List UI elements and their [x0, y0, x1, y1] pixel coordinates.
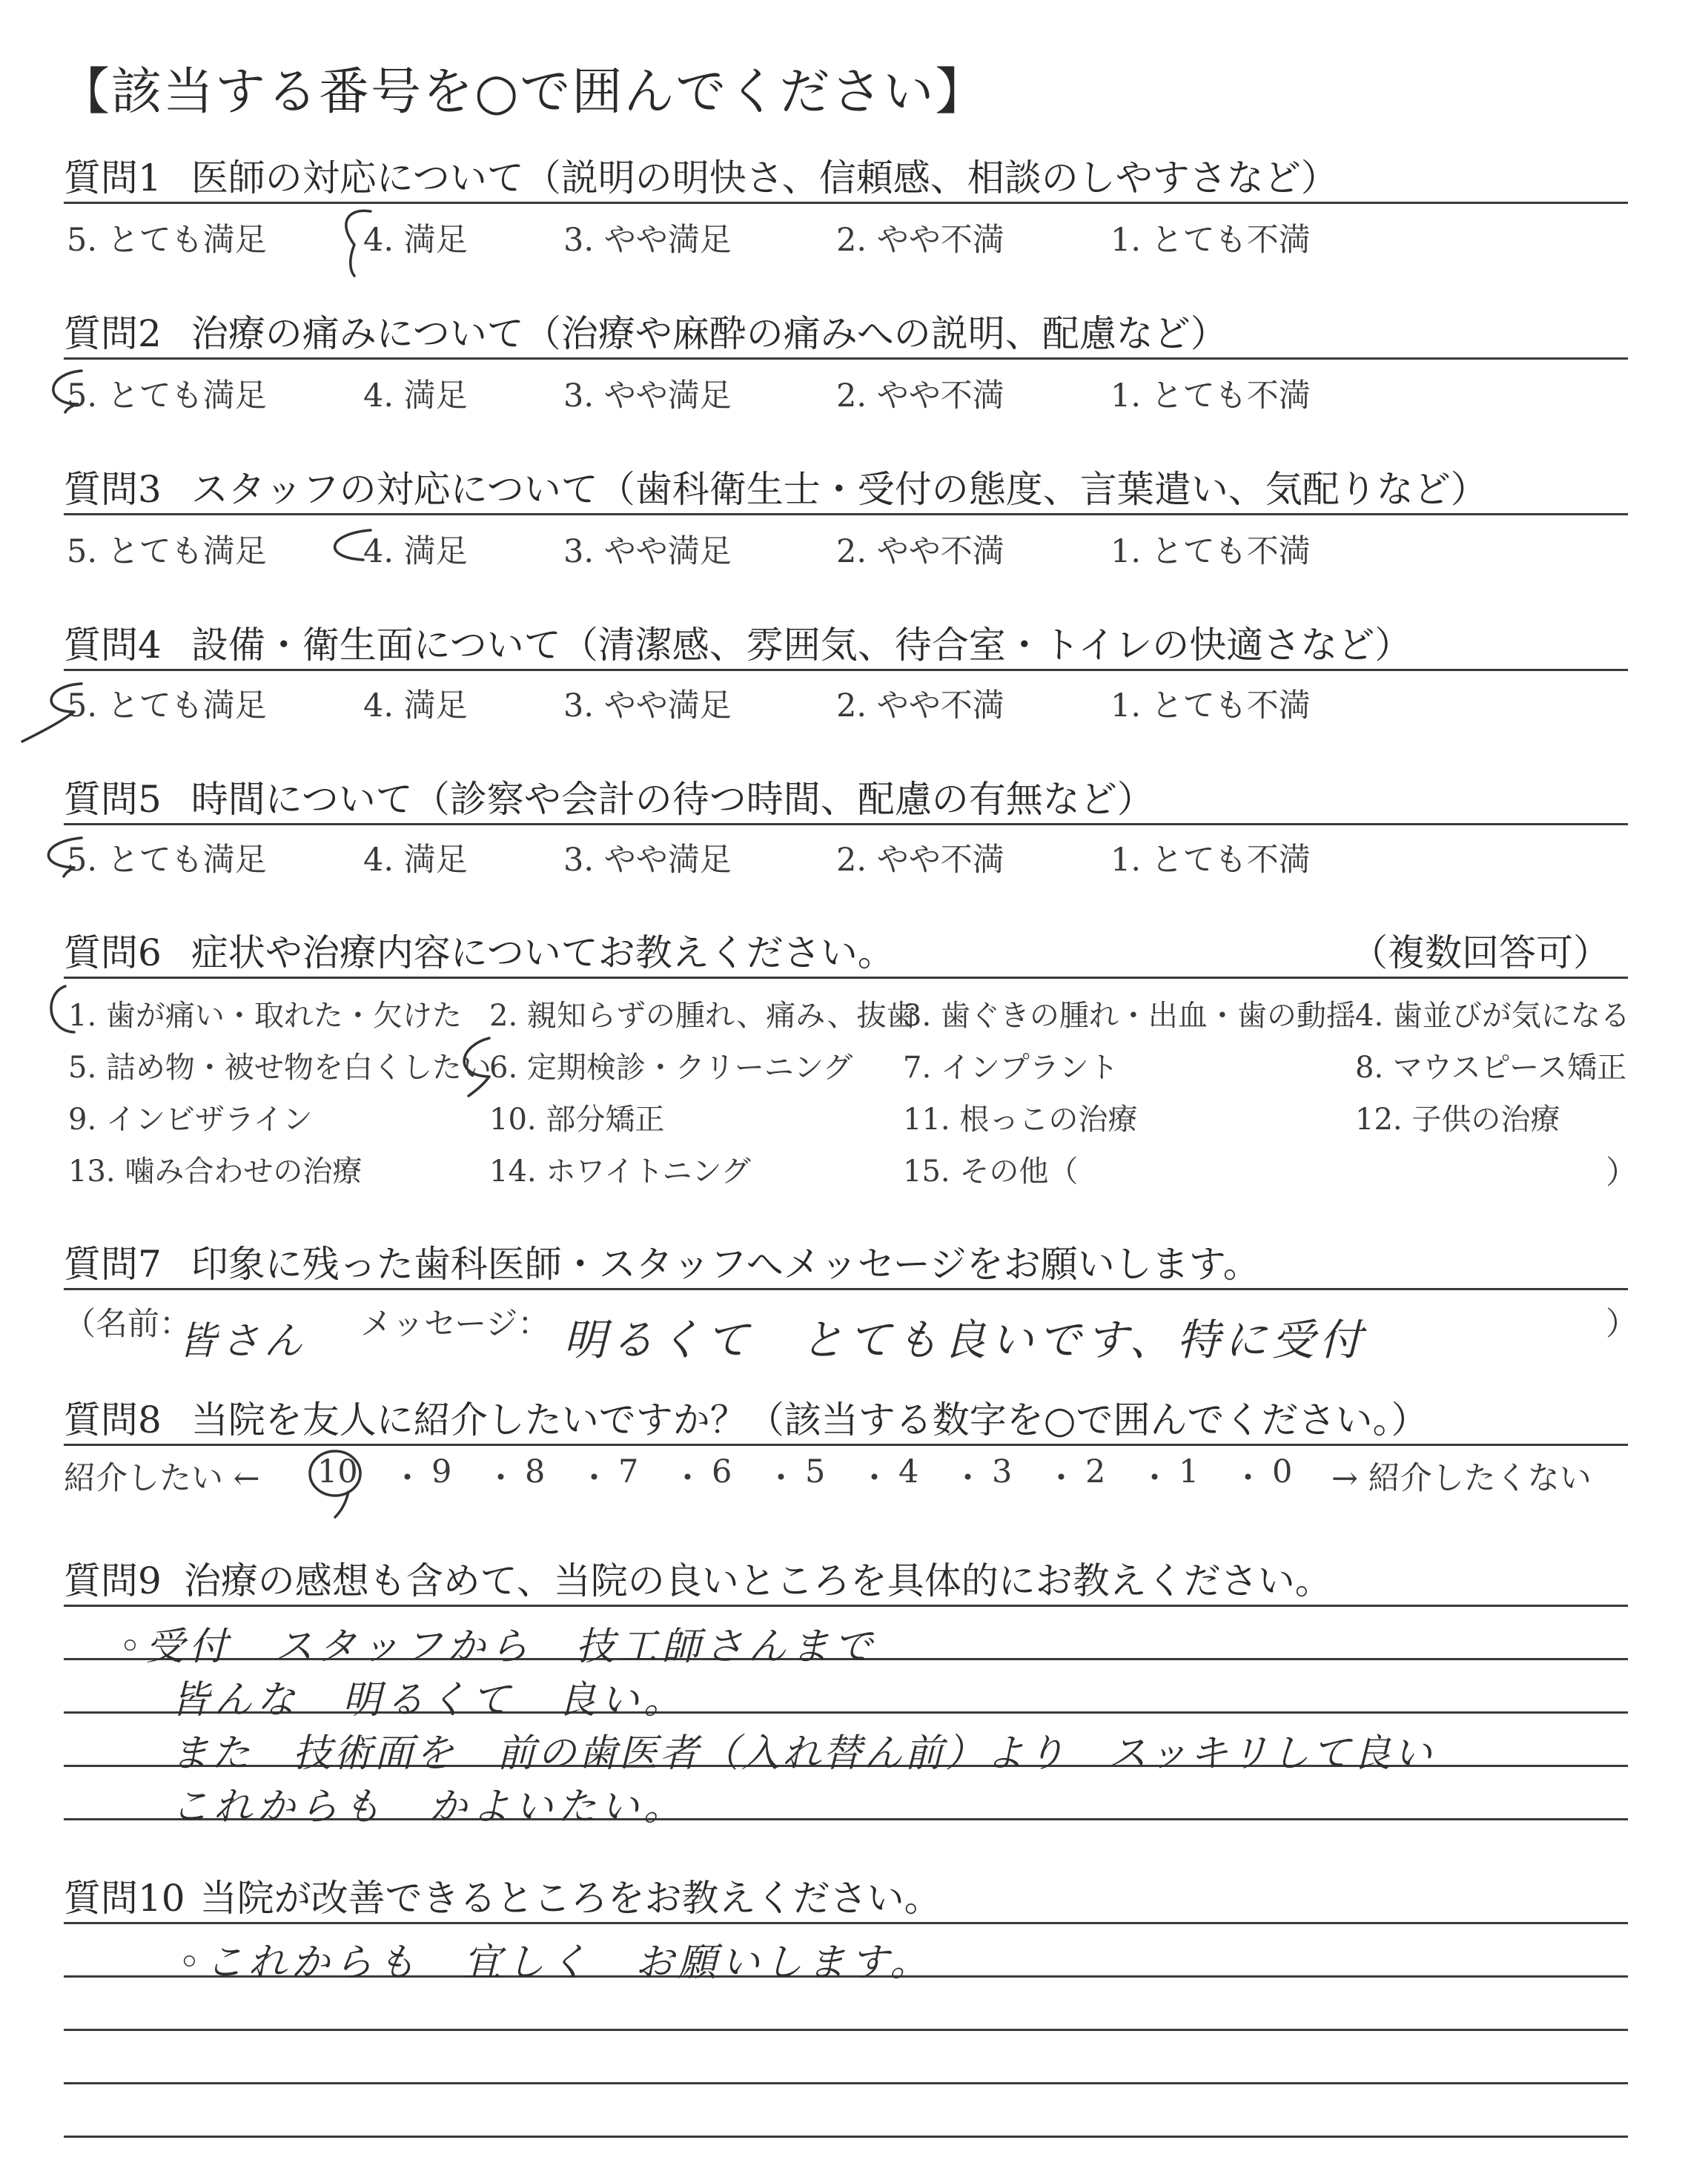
q1-option-4[interactable]: 4. 満足 [363, 222, 468, 259]
q7-message-label: メッセージ： [360, 1306, 550, 1343]
q8-circle-tail [335, 1492, 348, 1517]
q9-label: 質問9 [64, 1559, 162, 1602]
q5-underline [64, 823, 1628, 825]
q9-answer-line-2[interactable]: 皆んな 明るくて 良い。 [171, 1678, 687, 1723]
q4-option-5[interactable]: 5. とても満足 [67, 687, 267, 724]
q1-underline [64, 202, 1628, 204]
q6-label: 質問6 [64, 931, 162, 974]
q8-dot: ・ [672, 1460, 704, 1497]
q6-header [64, 923, 895, 977]
q1-text: 医師の対応について（説明の明快さ、信頼感、相談のしやすさなど） [191, 156, 1338, 199]
q2-option-2[interactable]: 2. やや不満 [836, 377, 1004, 415]
q5-header [64, 770, 1154, 823]
q2-text: 治療の痛みについて（治療や麻酔の痛みへの説明、配慮など） [191, 312, 1228, 355]
q3-text: スタッフの対応について（歯科衛生士・受付の態度、言葉遣い、気配りなど） [191, 468, 1488, 511]
q9-text: 治療の感想も含めて、当院の良いところを具体的にお教えください。 [183, 1559, 1332, 1602]
q6-option-11[interactable]: 11. 根っこの治療 [903, 1103, 1138, 1137]
q8-score-6[interactable]: 6 [712, 1453, 732, 1490]
q7-message-value[interactable]: 明るくて とても良いです、特に受付 [563, 1315, 1367, 1365]
q5-text: 時間について（診察や会計の待つ時間、配慮の有無など） [191, 778, 1154, 821]
q8-dot: ・ [1139, 1460, 1171, 1497]
q5-option-3[interactable]: 3. やや満足 [563, 842, 732, 879]
q3-header [64, 460, 1488, 513]
q1-option-1[interactable]: 1. とても不満 [1110, 222, 1311, 259]
q6-option-14[interactable]: 14. ホワイトニング [489, 1155, 751, 1189]
q6-option-8[interactable]: 8. マウスピース矯正 [1355, 1051, 1627, 1085]
q8-dot: ・ [485, 1460, 517, 1497]
q2-option-4[interactable]: 4. 満足 [363, 377, 468, 415]
q8-left-label: 紹介したい ← [64, 1460, 260, 1497]
q8-dot: ・ [578, 1460, 610, 1497]
q2-header [64, 304, 1228, 357]
q4-option-2[interactable]: 2. やや不満 [836, 687, 1004, 724]
q8-right-label: → 紹介したくない [1331, 1460, 1592, 1497]
q10-line-4 [64, 2082, 1628, 2084]
q5-option-5[interactable]: 5. とても満足 [67, 842, 267, 879]
q6-other-close: ） [1606, 1155, 1638, 1192]
q7-close: ） [1606, 1306, 1638, 1343]
q6-option-4[interactable]: 4. 歯並びが気になる [1355, 999, 1630, 1033]
q4-option-3[interactable]: 3. やや満足 [563, 687, 732, 724]
q7-underline [64, 1288, 1628, 1290]
q7-text: 印象に残った歯科医師・スタッフへメッセージをお願いします。 [191, 1243, 1260, 1286]
q6-option-6[interactable]: 6. 定期検診・クリーニング [489, 1051, 853, 1085]
q4-option-4[interactable]: 4. 満足 [363, 687, 468, 724]
q8-score-0[interactable]: 0 [1272, 1453, 1293, 1490]
q7-name-label: （名前： [64, 1306, 191, 1343]
q4-underline [64, 669, 1628, 671]
q6-option-7[interactable]: 7. インプラント [903, 1051, 1119, 1085]
q5-option-2[interactable]: 2. やや不満 [836, 842, 1004, 879]
q3-option-2[interactable]: 2. やや不満 [836, 533, 1004, 570]
q9-header [64, 1551, 1332, 1605]
q9-answer-line-1[interactable]: ◦受付 スタッフから 技工師さんまで [119, 1625, 877, 1669]
q8-header [64, 1390, 1428, 1444]
q8-text: 当院を友人に紹介したいですか？（該当する数字を○で囲んでください。） [191, 1398, 1429, 1441]
q10-line-3 [64, 2029, 1628, 2031]
q8-score-4[interactable]: 4 [898, 1453, 919, 1490]
q6-option-12[interactable]: 12. 子供の治療 [1355, 1103, 1560, 1137]
q8-dot: ・ [1232, 1460, 1264, 1497]
q8-dot: ・ [1045, 1460, 1077, 1497]
q8-score-2[interactable]: 2 [1085, 1453, 1106, 1490]
q6-option-5[interactable]: 5. 詰め物・被せ物を白くしたい [68, 1051, 491, 1085]
q10-line-5 [64, 2136, 1628, 2138]
q5-label: 質問5 [64, 778, 162, 821]
q10-answer-line-1[interactable]: ◦これからも 宜しく お願いします。 [178, 1941, 933, 1985]
q6-option-3[interactable]: 3. 歯ぐきの腫れ・出血・歯の動揺 [903, 999, 1356, 1033]
q8-score-10[interactable]: 10 [317, 1453, 358, 1490]
q10-text: 当院が改善できるところをお教えください。 [199, 1877, 941, 1920]
q3-option-5[interactable]: 5. とても満足 [67, 533, 267, 570]
q3-option-4[interactable]: 4. 満足 [363, 533, 468, 570]
q6-option-2[interactable]: 2. 親知らずの腫れ、痛み、抜歯 [489, 999, 916, 1033]
q6-option-15[interactable]: 15. その他（ [903, 1155, 1079, 1189]
q9-line-1 [64, 1605, 1628, 1607]
q8-dot: ・ [765, 1460, 797, 1497]
q10-header [64, 1869, 941, 1922]
q2-underline [64, 357, 1628, 360]
q8-score-5[interactable]: 5 [805, 1453, 826, 1490]
form-title: 【該当する番号を○で囲んでください】 [59, 63, 987, 122]
q10-label: 質問10 [64, 1877, 185, 1920]
q4-label: 質問4 [64, 624, 162, 667]
q8-score-1[interactable]: 1 [1179, 1453, 1199, 1490]
q8-score-9[interactable]: 9 [431, 1453, 452, 1490]
q8-dot: ・ [858, 1460, 890, 1497]
q1-label: 質問1 [64, 156, 162, 199]
q7-header [64, 1235, 1260, 1288]
q8-score-3[interactable]: 3 [992, 1453, 1013, 1490]
q2-option-3[interactable]: 3. やや満足 [563, 377, 732, 415]
q4-header [64, 615, 1411, 669]
q2-option-1[interactable]: 1. とても不満 [1110, 377, 1311, 415]
q3-option-1[interactable]: 1. とても不満 [1110, 533, 1311, 570]
q5-option-1[interactable]: 1. とても不満 [1110, 842, 1311, 879]
q6-option-10[interactable]: 10. 部分矯正 [489, 1103, 665, 1137]
q4-text: 設備・衛生面について（清潔感、雰囲気、待合室・トイレの快適さなど） [191, 624, 1412, 667]
q7-label: 質問7 [64, 1243, 162, 1286]
q3-option-3[interactable]: 3. やや満足 [563, 533, 732, 570]
q3-underline [64, 513, 1628, 515]
q4-option-1[interactable]: 1. とても不満 [1110, 687, 1311, 724]
q8-label: 質問8 [64, 1398, 162, 1441]
q6-text: 症状や治療内容についてお教えください。 [191, 931, 895, 974]
q2-option-5[interactable]: 5. とても満足 [67, 377, 267, 415]
q7-name-value[interactable]: 皆さん [178, 1319, 308, 1364]
q6-option-1[interactable]: 1. 歯が痛い・取れた・欠けた [68, 999, 462, 1033]
q1-option-2[interactable]: 2. やや不満 [836, 222, 1004, 259]
q9-answer-line-3[interactable]: また 技術面を 前の歯医者（入れ替ん前）より スッキリして良い [171, 1731, 1434, 1776]
q1-option-3[interactable]: 3. やや満足 [563, 222, 732, 259]
q8-underline [64, 1444, 1628, 1446]
q6-option-13[interactable]: 13. 噛み合わせの治療 [68, 1155, 363, 1189]
q8-dot: ・ [391, 1460, 423, 1497]
q8-score-7[interactable]: 7 [618, 1453, 639, 1490]
q9-answer-line-4[interactable]: これからも かよいたい。 [171, 1785, 687, 1829]
q5-option-4[interactable]: 4. 満足 [363, 842, 468, 879]
q10-line-1 [64, 1922, 1628, 1924]
q6-option-9[interactable]: 9. インビザライン [68, 1103, 313, 1137]
q3-label: 質問3 [64, 468, 162, 511]
q8-dot: ・ [952, 1460, 984, 1497]
q1-option-5[interactable]: 5. とても満足 [67, 222, 267, 259]
q8-score-8[interactable]: 8 [525, 1453, 546, 1490]
q1-header [64, 148, 1338, 202]
q2-label: 質問2 [64, 312, 162, 355]
q6-underline [64, 977, 1628, 979]
q6-multiple-note: （複数回答可） [1351, 931, 1610, 974]
